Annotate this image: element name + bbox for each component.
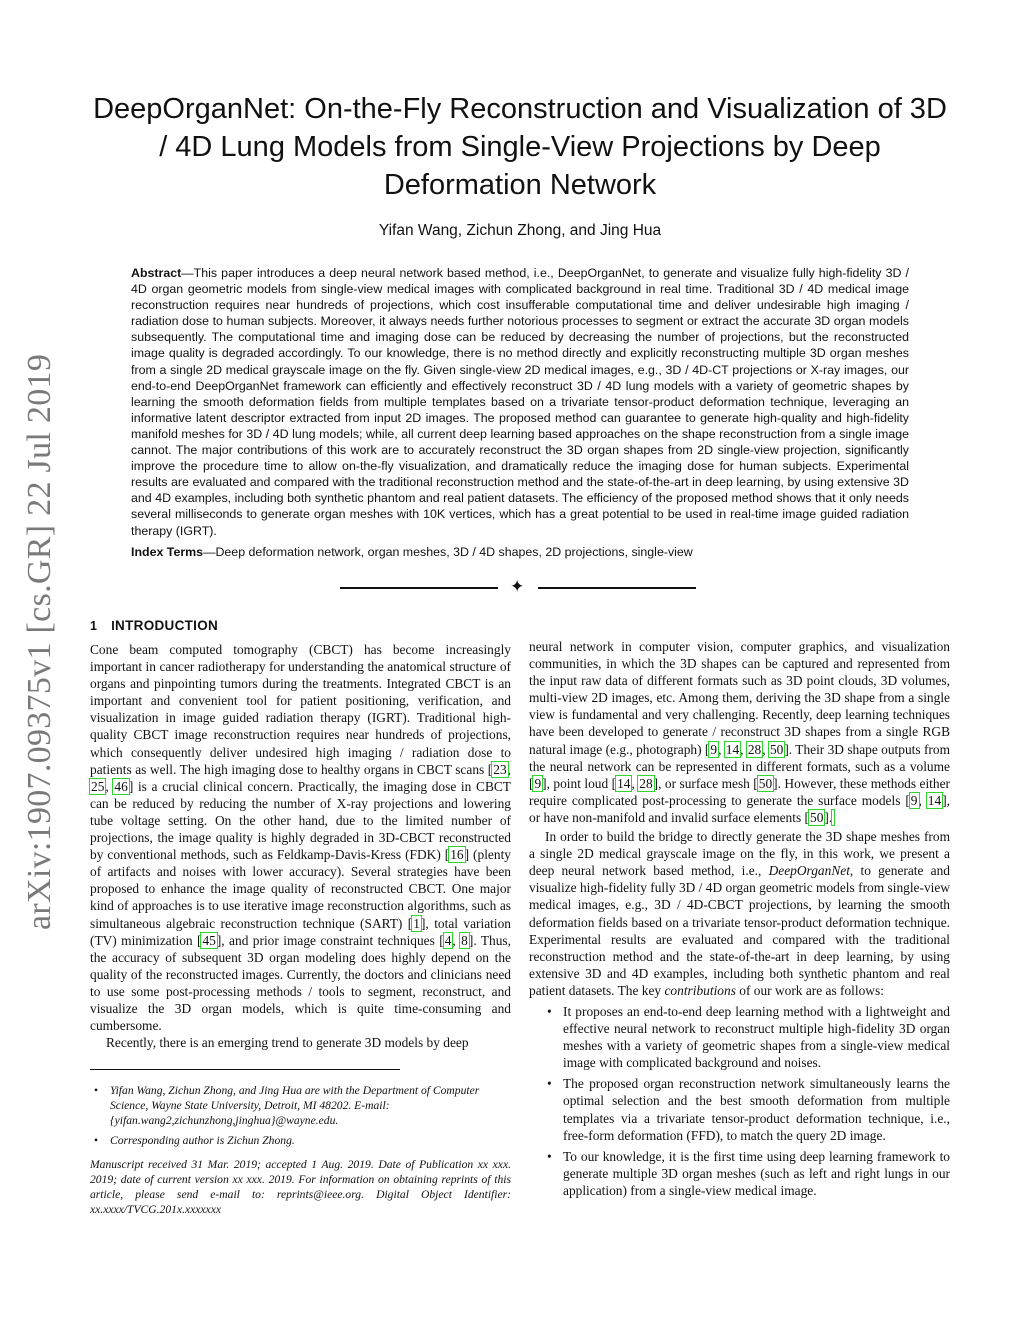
intro-paragraph-3: neural network in computer vision, computer graphics, and visualization communities, in which the 3D shapes can be captured and represented from the input raw data of different formats such as 3D point clouds, 3D volumes, multi-view 2D images, etc. Among them, deriving the 3D shape from a single view is fundamental and very challenging. Recently, deep learning techniques have been developed to generate / reconstruct 3D shapes from a single RGB natural image (e.g., photograph) [9, 14, 28, 50]. Their 3D shape outputs from the neural network can be represented in different formats, such as a volume [9], point loud [14, 28], or surface mesh [50]. However, these methods either require complicated post-processing to generate the surface models [9, 14], or have non-manifold and invalid surface elements [50]. xyxy=(529,639,950,825)
citation-link[interactable]: 45 xyxy=(202,932,216,948)
contributions-list xyxy=(529,1003,950,1199)
abstract xyxy=(131,265,909,539)
intro-paragraph-4: In order to build the bridge to directly generate the 3D shape meshes from a single 2D medical grayscale image on the fly, in this work, we present a deep neural network based method, i.e., DeepOrganNet, to generate and visualize high-fidelity fully 3D / 4D organ geometric models from single-view medical images, e.g., 3D / 4D-CBCT projections, by learning the smooth deformation fields based on a trivariate tensor-product deformation technique. Experimental results are evaluated and compared with the traditional reconstruction method and the state-of-the-art in deep learning, by using extensive 3D and 4D examples, including both synthetic phantom and real patient datasets. The key contributions of our work are as follows: xyxy=(529,829,950,998)
bullet-icon: • xyxy=(547,1003,552,1019)
index-terms-label: Index Terms xyxy=(131,545,204,559)
section-heading-introduction xyxy=(90,618,511,633)
citation-link[interactable]: 50 xyxy=(758,775,773,791)
footnote-rule xyxy=(90,1069,400,1070)
citation-link[interactable]: 4 xyxy=(444,932,452,948)
left-column xyxy=(90,618,511,1218)
citation-link[interactable]: 1 xyxy=(413,915,420,931)
paper-title: DeepOrganNet: On-the-Fly Reconstruction and Visualization of 3D / 4D Lung Models from Single-View Projections by Deep Deformation Network xyxy=(93,93,947,201)
section-title-initial: I xyxy=(111,619,116,633)
intro-paragraph-2: Recently, there is an emerging trend to generate 3D models by deep xyxy=(106,1035,469,1051)
citation-link[interactable]: 46 xyxy=(114,778,128,794)
section-number: 1 xyxy=(90,619,98,633)
citation-link[interactable]: 8 xyxy=(461,932,468,948)
citation-link[interactable]: 16 xyxy=(450,847,464,863)
citation-link[interactable]: 28 xyxy=(747,741,762,757)
citation-link[interactable]: 14 xyxy=(617,775,631,791)
footnote-affiliation: • Yifan Wang, Zichun Zhong, and Jing Hua are with the Department of Computer Science, Wayne State University, Detroit, MI 48202. E-mail: {yifan.wang2,zichunzhong,jinghua}@wayne.edu. xyxy=(94,1084,480,1127)
divider-line-right xyxy=(538,587,696,589)
list-item: • To our knowledge, it is the first time using deep learning framework to generate multiple 3D organ meshes (such as left and right lungs in our application) from a single-view medical image. xyxy=(547,1148,950,1198)
bullet-icon: • xyxy=(547,1076,552,1092)
section-divider xyxy=(340,578,700,600)
citation-link[interactable]: 28 xyxy=(639,775,653,791)
method-name: DeepOrganNet xyxy=(768,863,850,879)
citation-link[interactable]: 14 xyxy=(725,741,740,757)
abstract-label: Abstract xyxy=(131,266,182,280)
list-item: • It proposes an end-to-end deep learning method with a lightweight and effective neural network to reconstruct multiple high-fidelity 3D organ meshes with a variety of geometric shapes from a single-view medical image with complicated background and noises. xyxy=(547,1003,950,1071)
arxiv-identifier-stamp: arXiv:1907.09375v1 [cs.GR] 22 Jul 2019 xyxy=(21,353,58,930)
abstract-text: —This paper introduces a deep neural network based method, i.e., DeepOrganNet, to generate and visualize fully high-fidelity 3D / 4D organ geometric models from single-view medical images with complicated background in real time. Traditional 3D / 4D medical image reconstruction requires near hundreds of projections, which cost insufferable computational time and deliver undesirable high imaging / radiation dose to human subjects. Moreover, it always needs further notorious processes to segment or extract the accurate 3D organ models subsequently. The computational time and imaging dose can be reduced by decreasing the number of projections, but the reconstructed image quality is degraded accordingly. To our knowledge, there is no method directly and explicitly reconstructing multiple 3D organ meshes from a single 2D medical grayscale image on the fly. Given single-view 2D medical images, e.g., 3D / 4D-CT projections or X-ray images, our end-to-end DeepOrganNet framework can efficiently and effectively reconstruct 3D / 4D lung models with a variety of geometric shapes by learning the smooth deformation fields from multiple templates based on a trivariate tensor-product deformation technique, leveraging an informative latent descriptor extracted from input 2D images. The proposed method can guarantee to generate high-quality and high-fidelity manifold meshes for 3D / 4D lung models; while, all current deep learning based approaches on the shape reconstruction from a single image cannot. The major contributions of this work are to accurately reconstruct the 3D organ shapes from 2D single-view projection, significantly improve the procedure time to allow on-the-fly visualization, and dramatically reduce the imaging dose for human subjects. Experimental results are evaluated and compared with the traditional reconstruction method and the state-of-the-art in deep learning, by using extensive 3D and 4D examples, including both synthetic phantom and real patient datasets. The efficiency of the proposed method shows that it only needs several milliseconds to generate organ meshes with 10K vertices, which has a great potential to be used in real-time image guided radiation therapy (IGRT). xyxy=(131,266,909,538)
section-title-rest: NTRODUCTION xyxy=(115,618,219,633)
citation-link[interactable]: 9 xyxy=(710,741,718,757)
bullet-icon: • xyxy=(547,1148,552,1164)
bullet-icon: • xyxy=(94,1133,99,1147)
divider-line-left xyxy=(340,587,498,589)
divider-ornament-icon: ✦ xyxy=(510,577,525,596)
citation-link[interactable]: 50 xyxy=(810,809,824,825)
list-item: • The proposed organ reconstruction network simultaneously learns the optimal selection and the best smooth deformation from multiple templates via a trivariate tensor-product deformation technique, i.e., free-form deformation (FFD), to match the query 2D image. xyxy=(547,1076,950,1143)
bullet-icon: • xyxy=(94,1084,99,1098)
citation-link[interactable]: 25 xyxy=(91,778,105,794)
author-list: Yifan Wang, Zichun Zhong, and Jing Hua xyxy=(378,222,662,239)
citation-link[interactable]: 23 xyxy=(493,761,507,777)
citation-link[interactable]: 14 xyxy=(927,792,942,808)
right-column xyxy=(529,638,950,1203)
citation-link[interactable]: 50 xyxy=(769,741,784,757)
citation-link[interactable]: 9 xyxy=(534,775,542,791)
citation-link[interactable]: 9 xyxy=(910,792,918,808)
index-terms xyxy=(131,544,909,560)
citation-link[interactable] xyxy=(832,810,834,825)
footnote-corresponding-author: • Corresponding author is Zichun Zhong. xyxy=(94,1133,295,1147)
index-terms-text: —Deep deformation network, organ meshes, 3D / 4D shapes, 2D projections, single-view xyxy=(203,545,693,559)
intro-paragraph-1: Cone beam computed tomography (CBCT) has become increasingly important in cancer radiotherapy for understanding the anatomical structure of organs and pinpointing tumors during the treatments. Integrated CBCT is an important and convenient tool for patient positioning, verification, and visualization in image guided radiation therapy (IGRT). Traditional high-quality CBCT image reconstruction requires near hundreds of projections, which consequently deliver undesired high imaging / radiation dose to patients as well. The high imaging dose to healthy organs in CBCT scans [23, 25, 46] is a crucial clinical concern. Practically, the imaging dose in CBCT can be reduced by reducing the number of X-ray projections and lowering tube voltage setting. On the other hand, due to the limited number of projections, the image quality is highly degraded in 3D-CBCT reconstructed by conventional methods, such as Feldkamp-Davis-Kress (FDK) [16] (plenty of artifacts and noises with lower accuracy). Several strategies have been proposed to enhance the image quality of reconstructed CBCT. One major kind of approaches is to use iterative image reconstruction algorithms, such as simultaneous algebraic reconstruction technique (SART) [1], total variation (TV) minimization [45], and prior image constraint techniques [4, 8]. Thus, the accuracy of subsequent 3D organ modeling does highly depend on the quality of the reconstructed images. Currently, the doctors and clinicians need to use some post-processing methods / tools to segment, reconstruct, and visualize the 3D organ models, which is quite time-consuming and cumbersome. xyxy=(90,642,511,1034)
manuscript-info: Manuscript received 31 Mar. 2019; accepted 1 Aug. 2019. Date of Publication xx xxx. 2019; date of current version xx xxx. 2019. For information on obtaining reprints of this article, please send e-mail to: reprints@ieee.org. Digital Object Identifier: xx.xxxx/TVCG.201x.xxxxxxx xyxy=(90,1158,511,1216)
